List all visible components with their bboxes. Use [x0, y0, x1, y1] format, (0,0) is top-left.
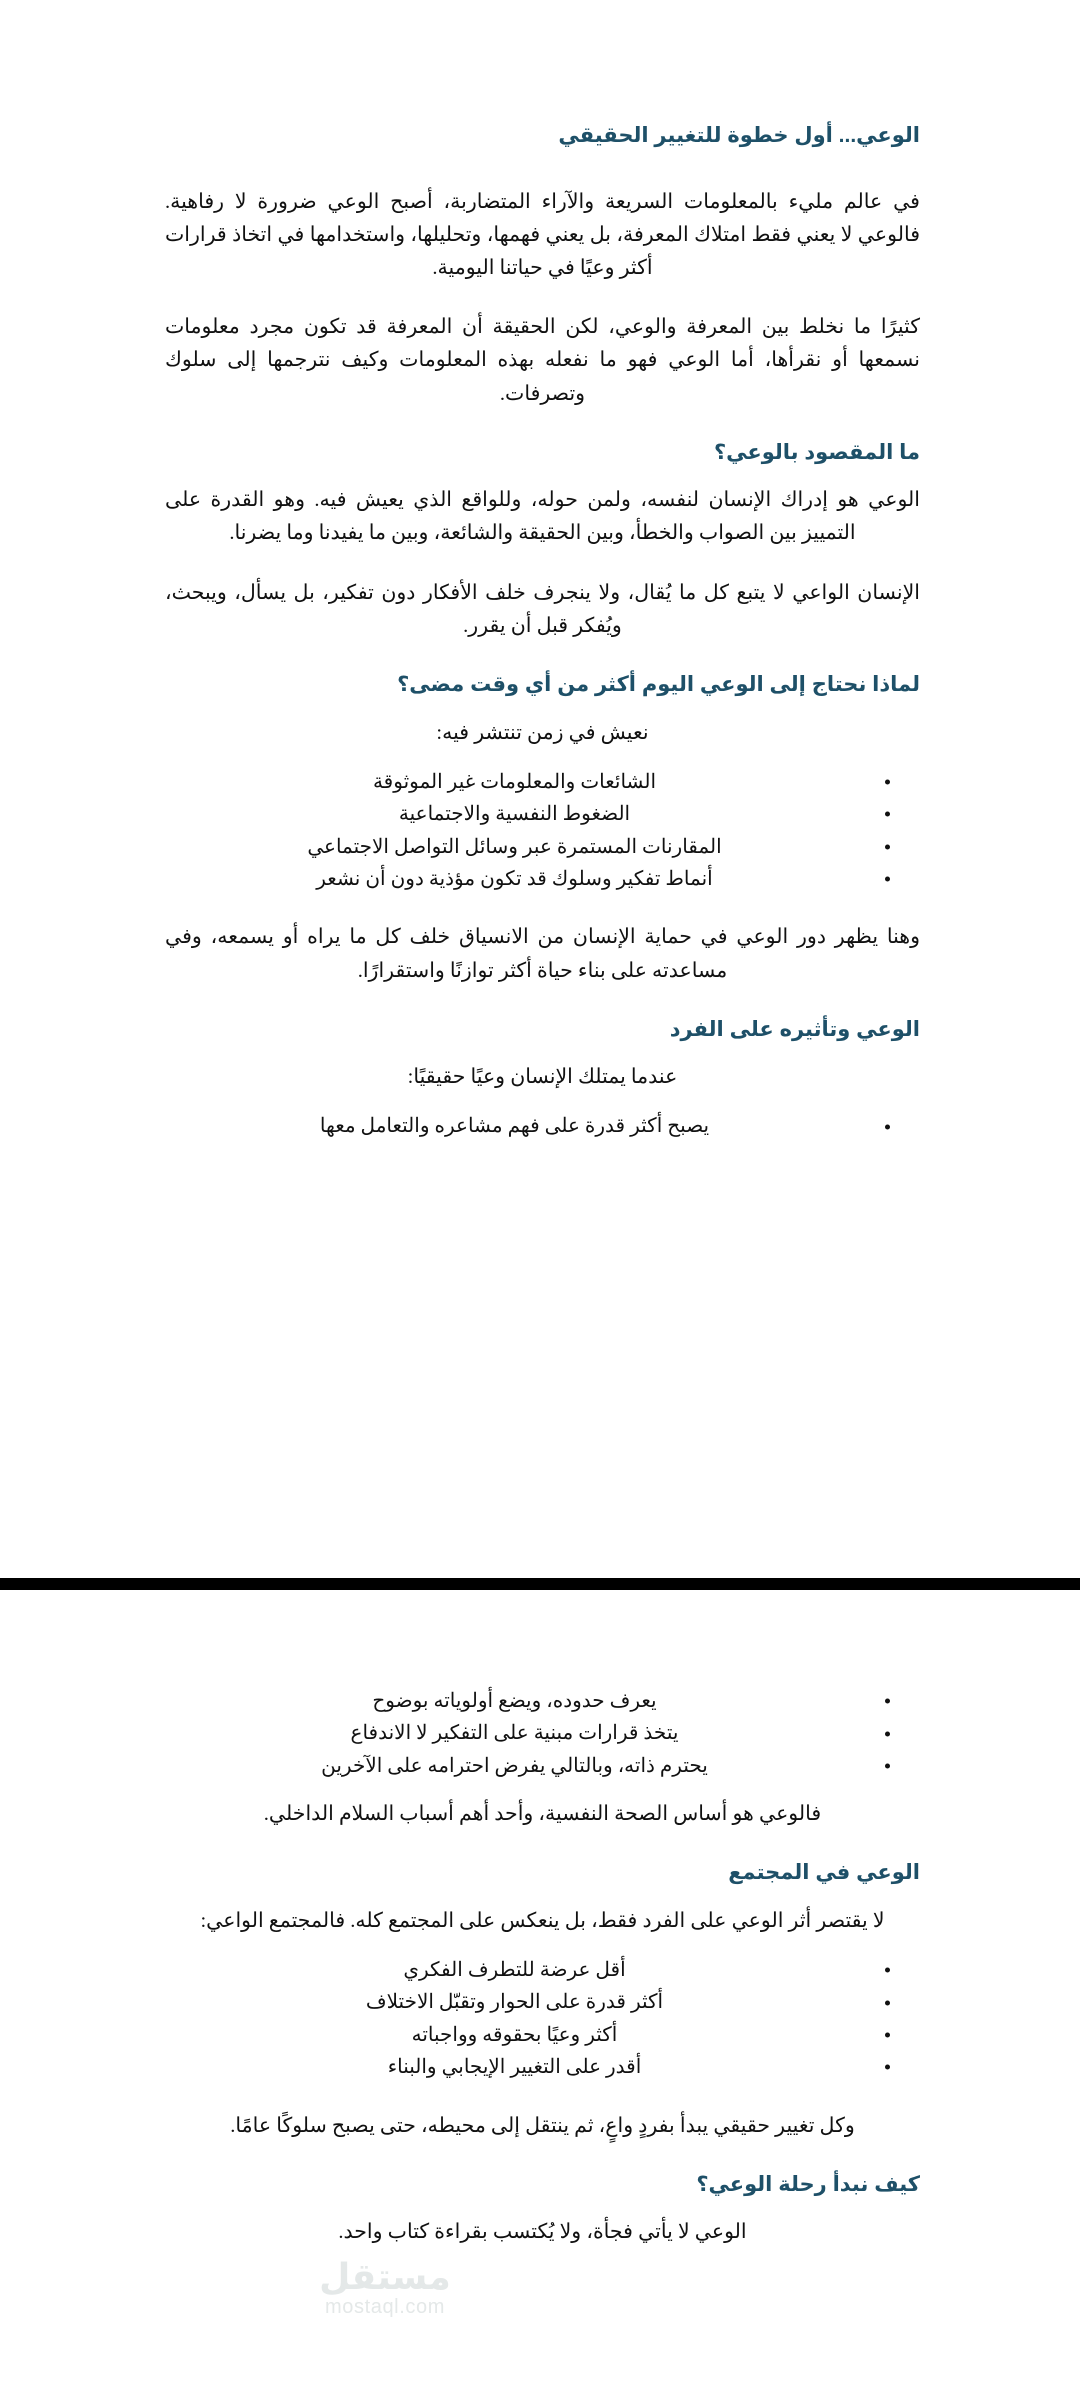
- list-item-label: الضغوط النفسية والاجتماعية: [398, 803, 631, 826]
- list-item: [165, 798, 864, 830]
- list-item-label: أكثر وعيًا بحقوقه وواجباته: [411, 2023, 618, 2046]
- bullet-dot-icon: [885, 1763, 890, 1768]
- heading-awareness-in-society: الوعي في المجتمع: [728, 1861, 920, 1885]
- bullet-dot-icon: [885, 877, 890, 882]
- page-sheet-bottom: [0, 1590, 1080, 2400]
- paragraph-definition-1: الوعي هو إدراك الإنسان لنفسه، ولمن حوله، وللواقع الذي يعيش فيه. وهو القدرة على التمييز بين الصواب والخطأ، وبين الحقيقة والشائعة، وبين ما يفيدنا وما يضرنا.: [165, 489, 920, 545]
- list-item-label: يتخذ قرارات مبنية على التفكير لا الاندفاع: [350, 1722, 679, 1745]
- page-break-divider: [0, 1578, 1080, 1590]
- list-item: [165, 2051, 864, 2083]
- watermark-brand: مستقل: [319, 2256, 451, 2297]
- list-item: [165, 766, 864, 798]
- bullet-dot-icon: [885, 2000, 890, 2005]
- list-item: [165, 1110, 864, 1142]
- list-item: [165, 831, 864, 863]
- list-item: [165, 1750, 864, 1782]
- list-item-label: يعرف حدوده، ويضع أولوياته بوضوح: [372, 1690, 657, 1712]
- list-item: [165, 1986, 864, 2018]
- bullet-dot-icon: [885, 1124, 890, 1129]
- watermark-url: mostaql.com: [325, 2295, 445, 2318]
- heading-awareness-and-individual: الوعي وتأثيره على الفرد: [669, 1017, 920, 1041]
- paragraph-intro-2: كثيرًا ما نخلط بين المعرفة والوعي، لكن الحقيقة أن المعرفة قد تكون مجرد معلومات نسمعها أو نقرأها، أما الوعي فهو ما نفعله بهذه المعلومات وكيف نترجمها إلى سلوك وتصرفات.: [165, 316, 920, 405]
- bullet-dot-icon: [885, 2065, 890, 2070]
- bullet-dot-icon: [885, 779, 890, 784]
- bullet-list-individual-benefits-part2: [165, 1685, 920, 1782]
- bullet-dot-icon: [885, 1731, 890, 1736]
- list-item-label: المقارنات المستمرة عبر وسائل التواصل الاجتماعي: [307, 835, 722, 858]
- list-item-label: الشائعات والمعلومات غير الموثوقة: [372, 770, 657, 793]
- paragraph-when-person-has-awareness: عندما يمتلك الإنسان وعيًا حقيقيًا:: [407, 1066, 678, 1089]
- paragraph-definition-2: الإنسان الواعي لا يتبع كل ما يُقال، ولا ينجرف خلف الأفكار دون تفكير، بل يسأل، ويبحث، ويُفكر قبل أن يقرر.: [165, 581, 920, 637]
- bottom-content-column: [165, 1645, 920, 2250]
- document-title: الوعي... أول خطوة للتغيير الحقيقي: [558, 124, 920, 147]
- paragraph-intro-1: في عالم مليء بالمعلومات السريعة والآراء المتضاربة، أصبح الوعي ضرورة لا رفاهية. فالوعي لا يعني فقط امتلاك المعرفة، بل يعني فهمها، وتحليلها، واستخدامها في اتخاذ قرارات أكثر وعيًا في حياتنا اليومية.: [165, 190, 920, 279]
- list-item: [165, 863, 864, 895]
- bullet-dot-icon: [885, 1968, 890, 1973]
- list-item-label: أقدر على التغيير الإيجابي والبناء: [387, 2056, 642, 2079]
- list-item: [165, 2019, 864, 2051]
- bullet-dot-icon: [885, 844, 890, 849]
- list-item: [165, 1685, 864, 1717]
- list-item-label: يحترم ذاته، وبالتالي يفرض احترامه على الآخرين: [321, 1754, 708, 1777]
- paragraph-how-to-start-body: الوعي لا يأتي فجأة، ولا يُكتسب بقراءة كتاب واحد.: [338, 2221, 747, 2244]
- paragraph-real-change: وكل تغيير حقيقي يبدأ بفردٍ واعٍ، ثم ينتقل إلى محيطه، حتى يصبح سلوكًا عامًا.: [230, 2114, 855, 2137]
- paragraph-we-live-in: نعيش في زمن تنتشر فيه:: [436, 721, 649, 744]
- list-item-label: أكثر قدرة على الحوار وتقبّل الاختلاف: [365, 1991, 664, 2014]
- bullet-dot-icon: [885, 1699, 890, 1704]
- bullet-dot-icon: [885, 2033, 890, 2038]
- bullet-list-society-traits: [165, 1954, 920, 2084]
- paragraph-mental-health-basis: فالوعي هو أساس الصحة النفسية، وأحد أهم أسباب السلام الداخلي.: [263, 1803, 822, 1826]
- list-item: [165, 1954, 864, 1986]
- list-item-label: أنماط تفكير وسلوك قد تكون مؤذية دون أن نشعر: [316, 867, 713, 890]
- top-content-column: [165, 120, 920, 1143]
- list-item: [165, 1717, 864, 1749]
- bullet-list-era-problems: [165, 766, 920, 896]
- bullet-dot-icon: [885, 812, 890, 817]
- heading-why-awareness-today: لماذا نحتاج إلى الوعي اليوم أكثر من أي وقت مضى؟: [397, 673, 920, 697]
- paragraph-role-of-awareness: وهنا يظهر دور الوعي في حماية الإنسان من الانسياق خلف كل ما يراه أو يسمعه، وفي مساعدته على بناء حياة أكثر توازنًا واستقرارًا.: [165, 926, 920, 982]
- list-item-label: يصبح أكثر قدرة على فهم مشاعره والتعامل معها: [319, 1115, 710, 1138]
- heading-what-is-awareness: ما المقصود بالوعي؟: [713, 440, 920, 464]
- bullet-list-individual-benefits-part1: [165, 1110, 920, 1142]
- bottom-clip-mask: [0, 2390, 1080, 2400]
- heading-how-to-start: كيف نبدأ رحلة الوعي؟: [696, 2172, 920, 2196]
- list-item-label: أقل عرضة للتطرف الفكري: [403, 1959, 626, 1982]
- paragraph-society-effect: لا يقتصر أثر الوعي على الفرد فقط، بل ينعكس على المجتمع كله. فالمجتمع الواعي:: [200, 1909, 885, 1932]
